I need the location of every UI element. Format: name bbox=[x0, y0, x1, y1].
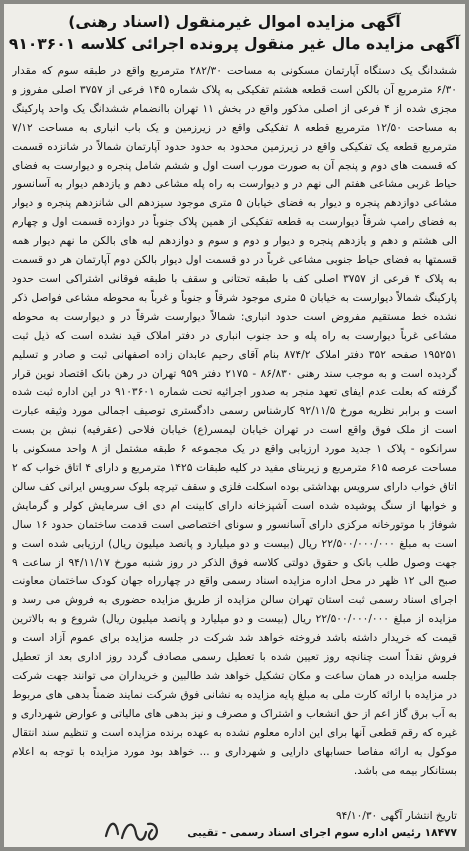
issuer-signature-line: ۱۸۴۷۷ رئیس اداره سوم اجرای اسناد رسمی - تقیبی bbox=[187, 827, 457, 839]
notice-body-text: ششدانگ یک دستگاه آپارتمان مسکونی به مساحت ۲۸۲/۳۰ مترمربع واقع در طبقه سوم که مقدار ۶/۳۰ مترمربع آن بالکن است قطعه هشتم تفکیکی به پلاک شماره ۱۴۵ فرعی از ۳۷۵۷ اصلی مفروز و مجزی شده از ۴ فرعی از اصلی مذکور واقع در بخش ۱۱ تهران باانضمام ششدانگ یک واحد پارکینگ به مساحت ۱۲/۵۰ مترمربع قطعه ۸ تفکیکی واقع در زیرزمین و یک باب انباری به مساحت ۷/۱۲ مترمربع قطعه یک تفکیکی واقع در زیرزمین محدود به حدود حدود آپارتمان شمالاً در شانزده قسمت که قسمت های دوم و پنجم آن به صورت مورب است اول و ششم شامل پنجره و دیوارست به فضای حیاط غربی مشاعی هفتم الی نهم در و دیوارست به راه پله مشاعی دهم و یازدهم دیوار به آسانسور مشاعی دوازدهم پنجره و دیوار به فضای خیابان ۵ متری موجود سیزدهم الی شانزدهم پنجره و دیوار به فضای رامپ شرقاً دیوارست به قطعه تفکیکی از همین پلاک جنوباً در دوازده قسمت اول و چهارم الی هشتم و دهم و یازدهم پنجره و دیوار و دوم و سوم و دوازدهم لبه های بالکن ما نهم دیوار همه قسمتها به فضای حیاط جنوبی مشاعی غرباً در دو قسمت اول دیوار بالکن دوم آپارتمان هر دو قسمت به پلاک ۴ فرعی از ۳۷۵۷ اصلی کف با طبقه تحتانی و سقف با طبقه فوقانی اشتراکی است حدود پارکینگ شمالاً دیوارست به خیابان ۵ متری موجود شرقاً و جنوباً و غرباً به محوطه مشاعی فواصل ذکر نشده خط مستقیم مفروض است حدود انباری: شمالاً دیوارست شرقاً در و دیوارست به محوطه مشاعی غرباً دیوارست به راه پله و حد جنوب انباری در دفتر املاک قید نشده است که ذیل ثبت ۱۹۵۲۵۱ صفحه ۳۵۲ دفتر املاک ۸۷۴/۲ بنام آقای رحیم عابدان زاده اصفهانی ثبت و صادر و تسلیم گردیده است و به موجب سند رهنی ۸۶/۸۳۰ - ۲۱۷۵ دفتر ۹۵۹ تهران در رهن بانک اقتصاد نوین قرار گرفته که بعلت عدم ایفای تعهد منجر به صدور اجرائیه تحت شماره ۹۱۰۳۶۰۱ در این اداره ثبت شده است و برابر نظریه مورخ ۹۲/۱۱/۵ کارشناس رسمی دادگستری توصیف اجمالی مورد وثیقه عبارت است از ملک فوق واقع است در تهران خیابان لیمسر(ع) خیابان فلاحی (عقرفیه) نبش بن بست سرانکوه - پلاک ۱ جدید مورد ارزیابی واقع در یک مجموعه ۶ طبقه مشتمل از ۸ واحد مسکونی با مساحت عرصه ۶۱۵ مترمربع و زیربنای مفید در کلیه طبقات ۱۴۲۵ مترمربع و دارای ۴ اتاق خواب که ۲ اتاق خواب دارای سرویس بهداشتی بوده اسکلت فلزی و سقف تیرچه بلوک سرویس ایرانی کف سالن و خوابها از سنگ پوشیده شده است آشپزخانه دارای کابینت ام دی اف سرمایش کولر و گرمایش شوفاژ با موتورخانه مرکزی دارای آسانسور و سونای اختصاصی است قدمت ساختمان حدود ۱۶ سال است به مبلغ ۲۲/۵۰۰/۰۰۰/۰۰۰ ریال (بیست و دو میلیارد و پانصد میلیون ریال) ارزیابی شده است و جهت وصول طلب بانک و حقوق دولتی کلاسه فوق الذکر در روز شنبه مورخ ۹۴/۱۱/۱۷ از ساعت ۹ صبح الی ۱۲ ظهر در محل اداره مزایده اسناد رسمی واقع در چهارراه جهان کودک ساختمان معاونت اجرای اسناد رسمی ثبت استان تهران سالن مزایده از طریق مزایده حضوری به فروش می رسد و مزایده از مبلغ ۲۲/۵۰۰/۰۰۰/۰۰۰ ریال (بیست و دو میلیارد و پانصد میلیون ریال) شروع و به بالاترین قیمت که خریدار داشته باشد فروخته خواهد شد شرکت در جلسه مزایده برای عموم آزاد است و فروش نقداً است چنانچه روز تعیین شده با تعطیل رسمی مصادف گردد روز اداری بعد از تعطیل جلسه مزایده در همان ساعت و مکان تشکیل خواهد شد طالبین و خریداران می توانند جهت شرکت در مزایده با ارائه کارت ملی به مبلغ پایه مزایده به نشانی فوق شرکت نمایند ضمناً بدهی های مربوط به آب برق گاز اعم از حق انشعاب و اشتراک و مصرف و نیز بدهی های مالیاتی و عوارض شهرداری و غیره که رقم قطعی آنها برای این اداره معلوم نشده به عهده برنده مزایده است و تنظیم سند انتقال موکول به ارائه مفاصا حسابهای دارایی و شهرداری و ... خواهد بود مورد مزایده با توجه به اعلام بستانکار بیمه می باشد. bbox=[12, 65, 457, 777]
notice-subheading: آگهی مزایده مال غیر منقول پرونده اجرائی کلاسه ۹۱۰۳۶۰۱ bbox=[8, 35, 461, 53]
newspaper-clipping bbox=[4, 4, 465, 847]
publication-date: تاریخ انتشار آگهی ۹۴/۱۰/۳۰ bbox=[335, 810, 457, 822]
handwritten-page-number bbox=[100, 812, 164, 846]
notice-heading: آگهی مزایده اموال غیرمنقول (اسناد رهنی) bbox=[68, 13, 401, 31]
notice-footer bbox=[12, 808, 457, 842]
